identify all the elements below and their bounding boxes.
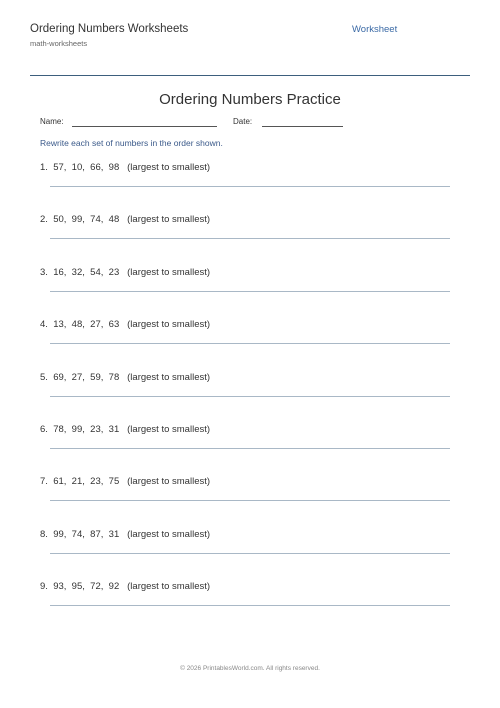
answer-line (50, 343, 450, 344)
date-field-line (262, 126, 343, 127)
answer-line (50, 553, 450, 554)
problem-item (40, 267, 460, 297)
answer-line (50, 448, 450, 449)
problem-item (40, 319, 460, 349)
problem-text: 1. 57, 10, 66, 98 (largest to smallest) (40, 162, 211, 173)
problem-item (40, 372, 460, 402)
problem-text: 2. 50, 99, 74, 48 (largest to smallest) (40, 214, 211, 225)
problem-text: 6. 78, 99, 23, 31 (largest to smallest) (40, 424, 211, 435)
answer-line (50, 186, 450, 187)
problem-text: 9. 93, 95, 72, 92 (largest to smallest) (40, 581, 211, 592)
worksheet-tag-link[interactable]: Worksheet (352, 24, 398, 35)
problem-item (40, 214, 460, 244)
site-title: Ordering Numbers Worksheets (30, 23, 189, 35)
answer-line (50, 605, 450, 606)
name-label: Name: (40, 117, 64, 126)
problem-item (40, 529, 460, 559)
problem-text: 7. 61, 21, 23, 75 (largest to smallest) (40, 476, 211, 487)
answer-line (50, 500, 450, 501)
problem-text: 3. 16, 32, 54, 23 (largest to smallest) (40, 267, 211, 278)
answer-line (50, 396, 450, 397)
problem-text: 5. 69, 27, 59, 78 (largest to smallest) (40, 372, 211, 383)
problem-item (40, 162, 460, 192)
problem-item (40, 424, 460, 454)
site-subtitle: math-worksheets (30, 39, 88, 48)
problem-item (40, 476, 460, 506)
answer-line (50, 291, 450, 292)
problem-text: 4. 13, 48, 27, 63 (largest to smallest) (40, 319, 211, 330)
header-divider (30, 75, 470, 76)
instructions: Rewrite each set of numbers in the order shown. (40, 138, 223, 148)
footer-copyright: © 2026 PrintablesWorld.com. All rights reserved. (180, 665, 320, 672)
page-title: Ordering Numbers Practice (159, 91, 341, 108)
name-field-line (72, 126, 217, 127)
problem-text: 8. 99, 74, 87, 31 (largest to smallest) (40, 529, 211, 540)
problem-item (40, 581, 460, 611)
answer-line (50, 238, 450, 239)
date-label: Date: (233, 117, 253, 126)
